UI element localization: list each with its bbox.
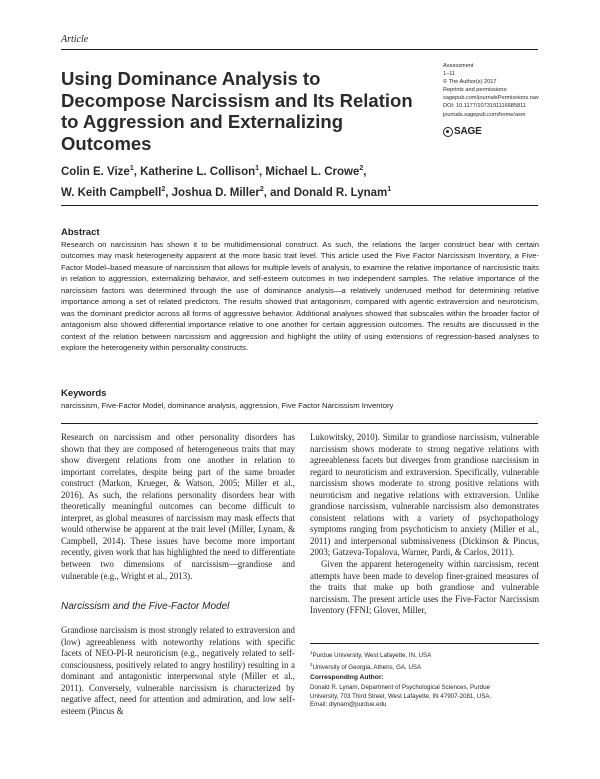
copyright: © The Author(s) 2017 bbox=[443, 79, 497, 86]
corresponding-email[interactable]: Email: dlynam@purdue.edu bbox=[310, 701, 387, 709]
corresponding-author bbox=[310, 684, 539, 710]
corresponding-line: University, 703 Third Street, West Lafayette, IN 47907-2081, USA. bbox=[310, 692, 492, 700]
author-affiliation-mark: 2 bbox=[359, 165, 364, 172]
keywords-heading: Keywords bbox=[61, 388, 107, 399]
reprints-label: Reprints and permissions: bbox=[443, 87, 508, 94]
keywords-rule bbox=[61, 423, 538, 424]
author-separator: , bbox=[165, 186, 172, 199]
journal-home-link[interactable]: journals.sagepub.com/home/asm bbox=[443, 111, 526, 118]
author-affiliation-mark: 1 bbox=[129, 165, 134, 172]
section-subheading: Narcissism and the Five-Factor Model bbox=[61, 601, 230, 612]
page-range: 1–11 bbox=[443, 71, 456, 78]
author-affiliation-mark: 2 bbox=[259, 185, 264, 193]
body-paragraph: Given the apparent heterogeneity within narcissism, recent attempts have been made to develop finer-grained measures of the traits that make up both grandiose and vulnerable narcissism. The present article uses the Five-Factor Narcissism Inventory (FFNI; Glover, Miller, bbox=[310, 559, 539, 616]
sage-logo bbox=[443, 126, 482, 137]
abstract-text: Research on narcissism has shown it to be multidimensional construct. As such, the relations the larger construct bear with certain outcomes may mask heterogeneity apparent at the more basic trait level. This article used the Five Factor Narcissism Inventory, a Five-Factor Model–based measure of narcissism that allows for multiple levels of analysis, to examine the relative importance of narcissistic traits in relation to aggression, externalizing behavior, and self-esteem outcomes in two independent samples. The relative importance of the narcissism factors was determined through the use of dominance analysis—a relatively underused method for determining relative importance among a set of related predictors. The results showed that antagonism, compared with agentic extraversion and neuroticism, was the dominant predictor across all forms of aggressive behavior. Additional analyses showed that subscales within the broader factor of antagonism also showed differential importance relative to one another for certain aggression outcomes. The results are discussed in the context of the relation between narcissism and aggression and highlight the utility of using extensions of regression-based analyses to explore the heterogeneity within personality constructs. bbox=[61, 240, 539, 353]
author-name: Katherine L. Collison bbox=[140, 165, 256, 178]
author-separator: , and bbox=[263, 186, 294, 199]
affiliations bbox=[310, 649, 539, 673]
affiliation: $^1$Purdue University, West Lafayette, IN, USA bbox=[310, 650, 432, 660]
header-rule bbox=[61, 49, 538, 50]
abstract-heading: Abstract bbox=[61, 227, 100, 238]
affiliation: $^2$University of Georgia, Athens, GA, USA bbox=[310, 661, 422, 671]
journal-name: Assessment bbox=[443, 63, 474, 69]
author-affiliation-mark: 1 bbox=[387, 185, 392, 193]
body-left-column-intro bbox=[61, 432, 295, 582]
author-name: Michael L. Crowe bbox=[265, 165, 360, 178]
body-right-column bbox=[310, 432, 539, 617]
author-name: W. Keith Campbell bbox=[61, 186, 162, 199]
author-name: Colin E. Vize bbox=[61, 165, 130, 178]
permissions-link[interactable]: sagepub.com/journalsPermissions.nav bbox=[443, 95, 539, 102]
abstract-rule bbox=[61, 205, 538, 206]
journal-meta bbox=[443, 62, 553, 119]
footnote-rule bbox=[310, 643, 539, 644]
doi-link[interactable]: DOI: 10.1177/1073191116685811 bbox=[443, 103, 526, 110]
article-title: Using Dominance Analysis to Decompose Narcissism and Its Relation to Aggression and Externalizing Outcomes bbox=[61, 68, 413, 154]
corresponding-line: Donald R. Lynam, Department of Psychological Sciences, Purdue bbox=[310, 684, 490, 691]
keywords-text: narcissism, Five-Factor Model, dominance analysis, aggression, Five Factor Narcissism Inventory bbox=[61, 401, 394, 410]
corresponding-heading: Corresponding Author: bbox=[310, 674, 384, 681]
author-name: Joshua D. Miller bbox=[171, 186, 260, 199]
body-paragraph: Lukowitsky, 2010). Similar to grandiose narcissism, vulnerable narcissism shows moderate to strong negative relations with agreeableness facets but diverges from grandiose narcissism in regard to neuroticism and extraversion. Specifically, vulnerable narcissism shows moderate to strong positive relations with neuroticism and negative relations with extraversion. Unlike grandiose narcissism, vulnerable narcissism also demonstrates consistent relations with a variety of psychopathology symptoms ranging from psychoticism to anxiety (Miller et al., 2011) and interpersonal submissiveness (Dickinson & Pincus, 2003; Gatzeva-Topalova, Warner, Pardi, & Carlos, 2011). bbox=[310, 432, 539, 558]
body-paragraph: Grandiose narcissism is most strongly related to extraversion and (low) agreeableness with noteworthy relations with specific facets of NEO-PI-R neuroticism (e.g., negatively related to self-consciousness, positively related to angry hostility) resulting in a dominant and antagonistic interpersonal style (Miller et al., 2011). Conversely, vulnerable narcissism is characterized by negative affect, need for attention and admiration, and low self-esteem (Pincus & bbox=[61, 625, 295, 716]
body-left-column-section bbox=[61, 625, 295, 717]
body-paragraph: Research on narcissism and other personality disorders has shown that they are composed of heterogeneous traits that may show divergent relations from one another in relation to important correlates, despite being part of the same broader construct (Markon, Krueger, & Watson, 2005; Miller et al., 2016). As such, the relations personality disorders bear with theoretically meaningful outcomes can become difficult to interpret, as global measures of narcissism may mask effects that would otherwise be apparent at the trait level (Miller, Lynam, & Campbell, 2014). These issues have become more important recently, given work that has highlighted the need to differentiate between two dimensions of narcissism—grandiose and vulnerable (e.g., Wright et al., 2013). bbox=[61, 432, 295, 581]
section-label: Article bbox=[61, 34, 89, 45]
sage-logo-text: SAGE bbox=[454, 126, 482, 137]
author-separator: , bbox=[133, 165, 141, 178]
author-affiliation-mark: 2 bbox=[161, 185, 166, 193]
author-separator: , bbox=[363, 165, 367, 178]
sage-logo-icon bbox=[443, 127, 453, 137]
author-name: Donald R. Lynam bbox=[293, 186, 388, 199]
author-separator: , bbox=[259, 165, 266, 178]
author-affiliation-mark: 1 bbox=[255, 165, 260, 172]
author-list bbox=[61, 160, 481, 202]
